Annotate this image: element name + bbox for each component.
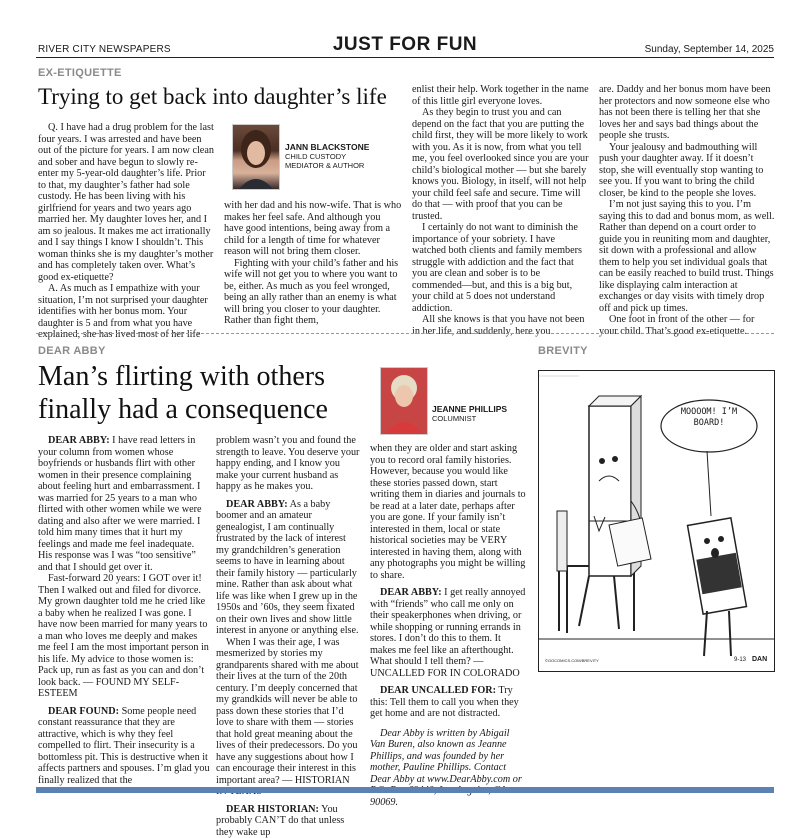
author-name: JANN BLACKSTONE (285, 142, 369, 152)
accent-bar (36, 787, 774, 793)
paragraph: As they begin to trust you and can depend on the fact that you are putting the child first, they will be more likely to work with you. As it is now, from what you tell me, you feel overlooked since you are your child’s biological mother — but she barely knows you. Biology, in itself, will not help your child feel safe and secure. Time will do that — with proof that you can be trusted. (412, 107, 590, 222)
paragraph: A. As much as I empathize with your situation, I’m not surprised your daughter identifies with her bonus mom. Your daughter is 5 and from what you have explained, she has lived most of her life (38, 283, 216, 341)
masthead-rule (36, 57, 774, 58)
paragraph (370, 587, 526, 679)
paragraph: Fast-forward 20 years: I GOT over it! Then I walked out and filed for divorce. My grown daughter told me he cried like a baby when he realized I was gone. I have now been married for many years to a man who loves me deeply and makes me feel I am the most important person in his life. My advice to those women is: Pack up, run as fast as you can and don’t look back. — FOUND MY SELF-ESTEEM (38, 573, 210, 700)
letter-lead: DEAR UNCALLED FOR: (380, 685, 496, 696)
paragraph (38, 435, 210, 573)
paragraph (216, 804, 361, 838)
ex-etiquette-column-2 (224, 200, 402, 327)
paragraph (370, 685, 526, 720)
comic-signature: DAN (752, 656, 767, 663)
chair-back (557, 511, 567, 571)
section-label-dear-abby: DEAR ABBY (38, 345, 106, 357)
comic-date: 9-13 (734, 657, 746, 663)
author-photo-jann-blackstone (232, 124, 280, 190)
paragraph: All she knows is that you have not been in her life, and suddenly, here you (412, 314, 590, 337)
section-label-ex-etiquette: EX-ETIQUETTE (38, 67, 122, 79)
letter-lead: DEAR ABBY: (48, 435, 110, 446)
speech-text: MOOOOM! I’M BOARD! (669, 407, 749, 429)
comic-credit: ©GOCOMICS.COM/BREVITY (545, 658, 599, 663)
headline-ex-etiquette: Trying to get back into daughter’s life (38, 84, 387, 110)
letter-text: You probably CAN’T do that unless they wake up (216, 804, 344, 838)
footer-note (370, 728, 526, 809)
publisher-name: RIVER CITY NEWSPAPERS (38, 44, 171, 55)
dear-abby-column-3 (370, 443, 526, 808)
tall-board-character (579, 396, 641, 629)
paragraph: Fighting with your child’s father and his wife will not get you to where you want to be, either. As much as you feel wronged, being an ally rather than an enemy is what will bring you closer to your daughter. Rather than fight them, (224, 258, 402, 327)
author-role: CHILD CUSTODY (285, 152, 346, 162)
paragraph: problem wasn’t you and found the strength to leave. You deserve your happy ending, and I know you make your current husband as happy as he makes you. (216, 435, 361, 493)
headline-line: finally had a consequence (38, 393, 328, 426)
letter-text: Some people need constant reassurance that they are attractive, which is why they feel compelled to flirt. Their insecurity is a bottomless pit. This is destructive when it affects partners and spouses. I’m glad you finally realized that the (38, 706, 210, 786)
letter-lead: DEAR ABBY: (226, 499, 288, 510)
author-photo-jeanne-phillips (380, 367, 428, 435)
paragraph: I’m not just saying this to you. I’m saying this to dad and bonus mom, as well. Rather than depend on a court order to guide you in reuniting mom and daughter, sit down with a professional and allow them to help you set individual goals that can be easily reached to build trust. Things like displaying calm interaction at exchanges or day visits with timely drop off and pick up times. (599, 199, 775, 314)
page-title: JUST FOR FUN (0, 34, 810, 56)
letter-text: Try this: Tell them to call you when they get home and are not distracted. (370, 685, 519, 719)
paragraph (216, 499, 361, 637)
paragraph: One foot in front of the other — for your child. That’s good ex-etiquette. (599, 314, 775, 337)
author-name: JEANNE PHILLIPS (432, 404, 507, 414)
section-label-brevity: BREVITY (538, 345, 588, 357)
paragraph: enlist their help. Work together in the name of this little girl everyone loves. (412, 84, 590, 107)
author-role: COLUMNIST (432, 414, 476, 424)
ex-etiquette-column-3 (412, 84, 590, 337)
paragraph: Your jealousy and badmouthing will push your daughter away. If it doesn’t stop, she will eventually stop wanting to see you. If you want to bring the child closer, be kind to the people she loves. (599, 142, 775, 200)
headline-dear-abby (38, 360, 328, 426)
letter-text: As a baby boomer and an amateur genealogist, I am continually frustrated by the lack of interest my grandchildren’s generation seems to have in learning about their family history — particularly mine. Rather than ask about what life was like when I grew up in the 1950s and ’60s, they seem fixated on their own lives and show little interest in anyone or anything else. (216, 499, 359, 637)
portrait-icon (233, 125, 279, 189)
speech-tail (707, 451, 711, 516)
portrait-icon (381, 368, 427, 434)
dear-abby-column-2 (216, 435, 361, 838)
ex-etiquette-column-4 (599, 84, 775, 337)
letter-lead: DEAR ABBY: (380, 587, 442, 598)
letter-lead: DEAR HISTORIAN: (226, 804, 319, 815)
letter-text: I have read letters in your column from women whose boyfriends or husbands flirt with other women in their presence complaining about feeling hurt and embarrassment. I was married for 25 years to a man who flirted with other women while we were dating and also after we were married. I told him many times that it hurt my feelings and made me feel inadequate. His response was I was “too sensitive” and that I should get over it. (38, 435, 202, 573)
paragraph: are. Daddy and her bonus mom have been her protectors and now someone else who has not been there is telling her that she loves her and says bad things about the people she trusts. (599, 84, 775, 142)
section-divider (36, 333, 774, 334)
paragraph: When I was their age, I was mesmerized by stories my grandparents shared with me about their lives at the turn of the 20th century. I’m deeply concerned that my grandkids will never be able to pass down these stories that I’d love to share with them — stories that hold great meaning about the lives of their predecessors. Do you have any suggestions about how I can encourage their interest in this important area? — HISTORIAN (216, 637, 361, 798)
paragraph (38, 706, 210, 787)
paragraph: I certainly do not want to diminish the importance of your sobriety. I have watched both clients and family members struggle with addiction and the fact that you are clean and sober is to be commended—but, and this is a big but, your child at 5 does not understand addiction. (412, 222, 590, 314)
issue-date: Sunday, September 14, 2025 (645, 44, 774, 55)
comic-panel (538, 370, 775, 672)
ex-etiquette-column-1 (38, 122, 216, 341)
author-role: MEDIATOR & AUTHOR (285, 161, 364, 171)
paragraph: when they are older and start asking you to record oral family histories. However, because you would like these stories passed down, start writing them in diaries and journals to be read at a later date, perhaps after you are gone. If your family isn’t interested in them, local or state historical societies may be VERY interested in having them, along with any photographs you might be willing to share. (370, 443, 526, 581)
letter-text: I get really annoyed with “friends” who call me only on their speakerphones when driving, or while shopping or running errands in stores. I don’t do this to them. It makes me feel like an afterthought. What should I tell them? — UNCALLED FOR IN COLORADO (370, 587, 525, 679)
footer-text: Dear Abby is written by Abigail Van Buren, also known as Jeanne Phillips, and was founded by her mother, Pauline Phillips. Contact Dear Abby at www.DearAbby.com or 90069. (370, 728, 522, 808)
paragraph: with her dad and his now-wife. That is who makes her feel safe. And although you have good intentions, being away from a child for a length of time for whatever reason will not bring them closer. (224, 200, 402, 258)
dear-abby-column-1 (38, 435, 210, 786)
letter-lead: DEAR FOUND: (48, 706, 119, 717)
headline-line: Man’s flirting with others (38, 360, 328, 393)
paragraph: Q. I have had a drug problem for the last four years. I was arrested and have been out of the picture for years. I am now clean and sober and have begun to slowly re-enter my 5-year-old daughter’s life. Prior to that, my daughter’s father had sole custody. He has been living with his girlfriend for years and two years ago married her. My daughter loves her, and I am so jealous. It makes me act irrationally and I say things I know I shouldn’t. This woman thinks she is my daughter’s mother and has completely taken over. What’s good ex-etiquette? (38, 122, 216, 283)
small-board-character (688, 518, 747, 656)
